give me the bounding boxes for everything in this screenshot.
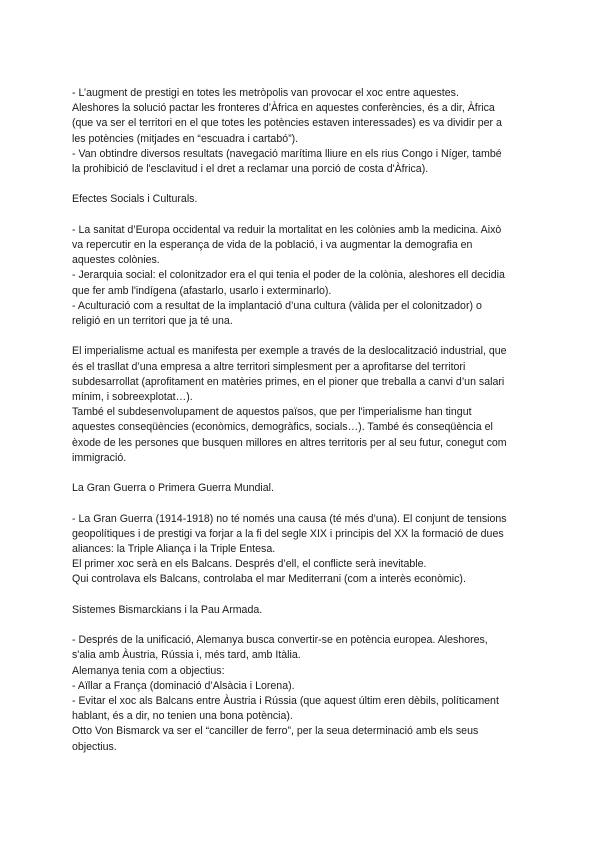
- text-line: immigració.: [72, 451, 127, 464]
- text-line: - La Gran Guerra (1914-1918) no té només una causa (té més d’una). El conjunt de tensions: [72, 512, 507, 525]
- text-line: El imperialisme actual es manifesta per exemple a través de la deslocalització industrial, que: [72, 345, 507, 358]
- text-line: religió en un territori que ja té una.: [72, 315, 233, 328]
- text-line: aliances: la Triple Aliança i la Triple Entesa.: [72, 543, 276, 556]
- para-bismarckian-systems: [72, 633, 532, 755]
- text-line: és el trasllat d’una empresa a altre territori simplesment per a aprofitarse del territori: [72, 360, 466, 373]
- text-line: les potències (mitjades en “escuadra i cartabó”).: [72, 132, 299, 145]
- text-line: que fer amb l'indígena (afastarlo, usarlo i exterminarlo).: [72, 284, 332, 297]
- text-line: èxode de les persones que busquen millores en altres territoris per al seu futur, conegut com: [72, 436, 507, 449]
- text-line: (que va ser el territori en el que totes les potències estaven interessades) es va dividir per a: [72, 117, 502, 130]
- text-line: aquestes colònies.: [72, 254, 160, 267]
- document-body: [72, 86, 532, 755]
- text-line: mínim, i sobreexplotat…).: [72, 391, 193, 404]
- section-heading-text: Sistemes Bismarckians i la Pau Armada.: [72, 603, 263, 616]
- text-line: - Evitar el xoc als Balcans entre Àustria i Rússia (que aquest últim eren dèbils, políticament: [72, 695, 499, 708]
- text-line: aquestes conseqüències (econòmics, demogràfics, socials…). També és conseqüència el: [72, 421, 493, 434]
- text-line: - Aculturació com a resultat de la implantació d’una cultura (vàlida per el colonitzador) o: [72, 299, 482, 312]
- paragraph-gap: [72, 177, 532, 192]
- text-line: hablant, és a dir, no tenien una bona potència).: [72, 710, 293, 723]
- section-heading-text: Efectes Socials i Culturals.: [72, 193, 198, 206]
- text-line: - Després de la unificació, Alemanya busca convertir-se en potència europea. Aleshores,: [72, 634, 488, 647]
- para-prestige-consequences: [72, 86, 532, 177]
- text-line: la prohibició de l'esclavitud i el dret a reclamar una porció de costa d'Àfrica).: [72, 163, 429, 176]
- text-line: va repercutir en la esperança de vida de la població, i va augmentar la demografia en: [72, 239, 473, 251]
- text-line: - Van obtindre diversos resultats (navegació marítima lliure en els rius Congo i Níger, també: [72, 147, 502, 160]
- paragraph-gap: [72, 466, 532, 481]
- text-line: Alemanya tenia com a objectius:: [72, 664, 225, 677]
- text-line: - L’augment de prestigi en totes les metròpolis van provocar el xoc entre aquestes.: [72, 87, 459, 99]
- text-line: s'alia amb Àustria, Rússia i, més tard, amb Itàlia.: [72, 649, 301, 662]
- paragraph-gap: [72, 329, 532, 344]
- text-line: També el subdesenvolupament de aquestos països, que per l'imperialisme han tingut: [72, 406, 472, 419]
- para-social-effects: [72, 223, 532, 329]
- paragraph-gap: [72, 618, 532, 633]
- text-line: Aleshores la solució pactar les fronteres d’Àfrica en aquestes conferències, és a dir, Àfrica: [72, 102, 495, 115]
- text-line: objectius.: [72, 740, 117, 753]
- heading-social-cultural-effects: [72, 192, 532, 207]
- text-line: - Jerarquia social: el colonitzador era el qui tenia el poder de la colònia, aleshores ell decidia: [72, 269, 505, 282]
- text-line: - Aïllar a França (dominació d’Alsàcia i Lorena).: [72, 679, 295, 692]
- heading-bismarckian-systems: [72, 603, 532, 618]
- text-line: Qui controlava els Balcans, controlaba el mar Mediterrani (com a interès econòmic).: [72, 573, 466, 586]
- paragraph-gap: [72, 588, 532, 603]
- text-line: geopolítiques i de prestigi va forjar a la fi del segle XIX i principis del XX la formació de dues: [72, 527, 504, 540]
- text-line: Otto Von Bismarck va ser el “canciller de ferro”, per la seua determinació amb els seus: [72, 725, 479, 738]
- paragraph-gap: [72, 208, 532, 223]
- text-line: El primer xoc serà en els Balcans. Després d’ell, el conflicte serà inevitable.: [72, 558, 427, 571]
- text-line: - La sanitat d’Europa occidental va reduir la mortalitat en les colònies amb la medicina. Això: [72, 223, 502, 236]
- paragraph-gap: [72, 496, 532, 511]
- section-heading-text: La Gran Guerra o Primera Guerra Mundial.: [72, 482, 274, 495]
- heading-great-war: [72, 481, 532, 496]
- text-line: subdesarrollat (aprofitament en matèries primes, en el pioner que treballa a canvi d’un salari: [72, 375, 505, 388]
- para-current-imperialism: [72, 344, 532, 466]
- para-great-war: [72, 512, 532, 588]
